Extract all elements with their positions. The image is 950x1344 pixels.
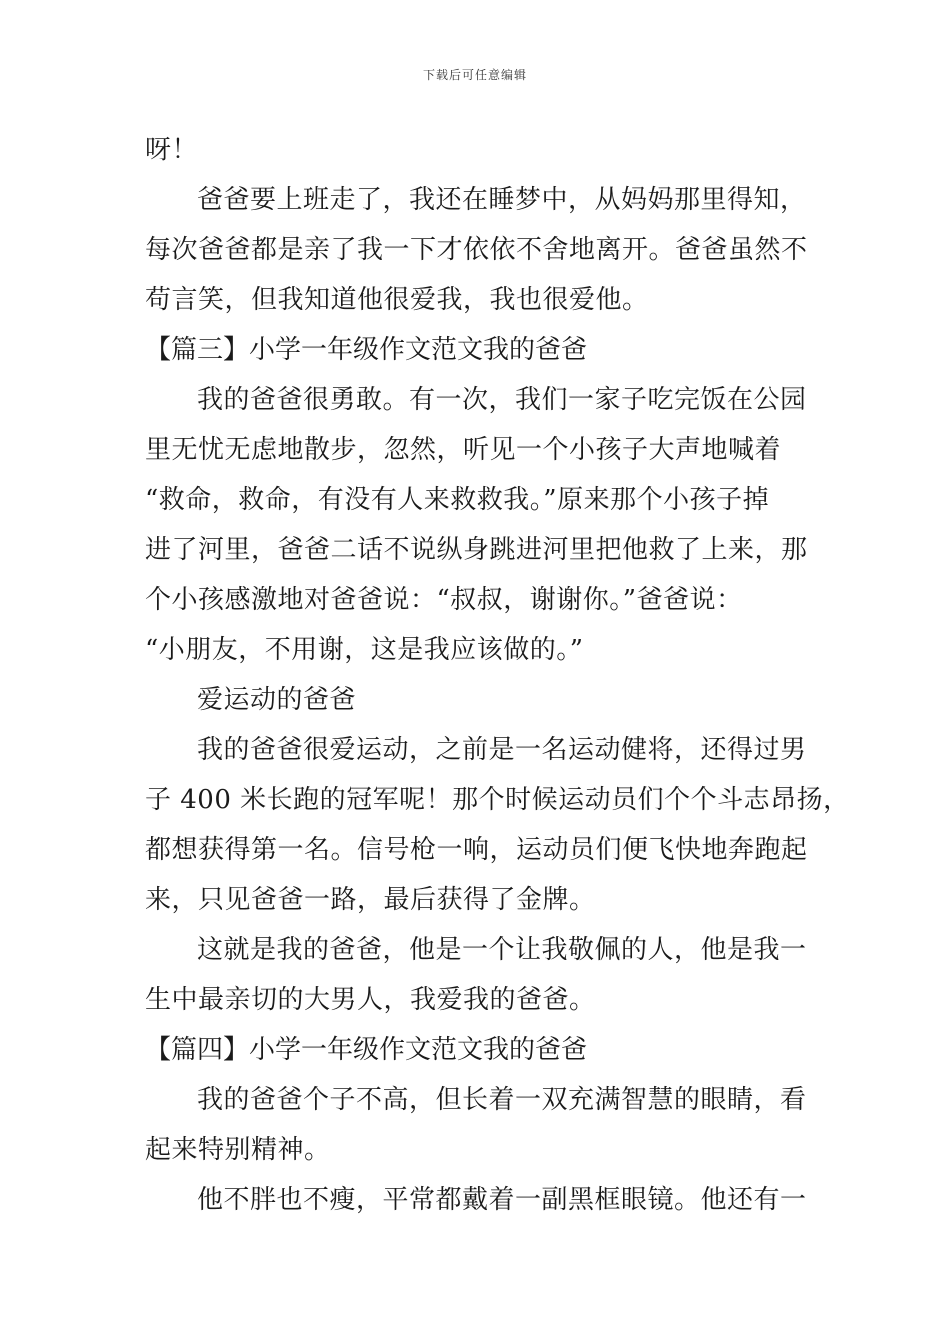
text-line-4: 苟言笑，但我知道他很爱我，我也很爱他。 bbox=[145, 285, 649, 315]
text-line-6: 我的爸爸很勇敢。有一次，我们一家子吃完饭在公园 bbox=[197, 385, 807, 415]
text-line-22: 他不胖也不瘦，平常都戴着一副黑框眼镜。他还有一 bbox=[197, 1185, 807, 1215]
section-heading-4: 【篇四】小学一年级作文范文我的爸爸 bbox=[145, 1035, 588, 1065]
text-line-13: 我的爸爸很爱运动，之前是一名运动健将，还得过男 bbox=[197, 735, 807, 765]
text-line-17: 这就是我的爸爸，他是一个让我敬佩的人，他是我一 bbox=[197, 935, 807, 965]
text-line-16: 来，只见爸爸一路，最后获得了金牌。 bbox=[145, 885, 596, 915]
text-line-21: 起来特别精神。 bbox=[145, 1135, 331, 1165]
text-line-20: 我的爸爸个子不高，但长着一双充满智慧的眼睛，看 bbox=[197, 1085, 807, 1115]
text-line-15: 都想获得第一名。信号枪一响，运动员们便飞快地奔跑起 bbox=[145, 835, 808, 865]
text-line-14: 子 400 米长跑的冠军呢！那个时候运动员们个个斗志昂扬， bbox=[145, 785, 850, 815]
document-body bbox=[145, 125, 850, 1225]
text-line-10: 个小孩感激地对爸爸说：“叔叔，谢谢你。”爸爸说： bbox=[145, 585, 743, 615]
text-line-18: 生中最亲切的大男人，我爱我的爸爸。 bbox=[145, 985, 596, 1015]
text-line-8: “救命，救命，有没有人来救救我。”原来那个小孩子掉 bbox=[145, 485, 770, 515]
text-line-11: “小朋友，不用谢，这是我应该做的。” bbox=[145, 635, 584, 665]
text-line-2: 爸爸要上班走了，我还在睡梦中，从妈妈那里得知， bbox=[197, 185, 807, 215]
text-line-3: 每次爸爸都是亲了我一下才依依不舍地离开。爸爸虽然不 bbox=[145, 235, 808, 265]
section-heading-3: 【篇三】小学一年级作文范文我的爸爸 bbox=[145, 335, 588, 365]
subheading-sporty-dad: 爱运动的爸爸 bbox=[197, 685, 357, 715]
text-line-1: 呀！ bbox=[145, 135, 199, 165]
page-header: 下载后可任意编辑 bbox=[422, 68, 527, 82]
text-line-9: 进了河里，爸爸二话不说纵身跳进河里把他救了上来，那 bbox=[145, 535, 808, 565]
text-line-7: 里无忧无虑地散步，忽然，听见一个小孩子大声地喊着 bbox=[145, 435, 782, 465]
